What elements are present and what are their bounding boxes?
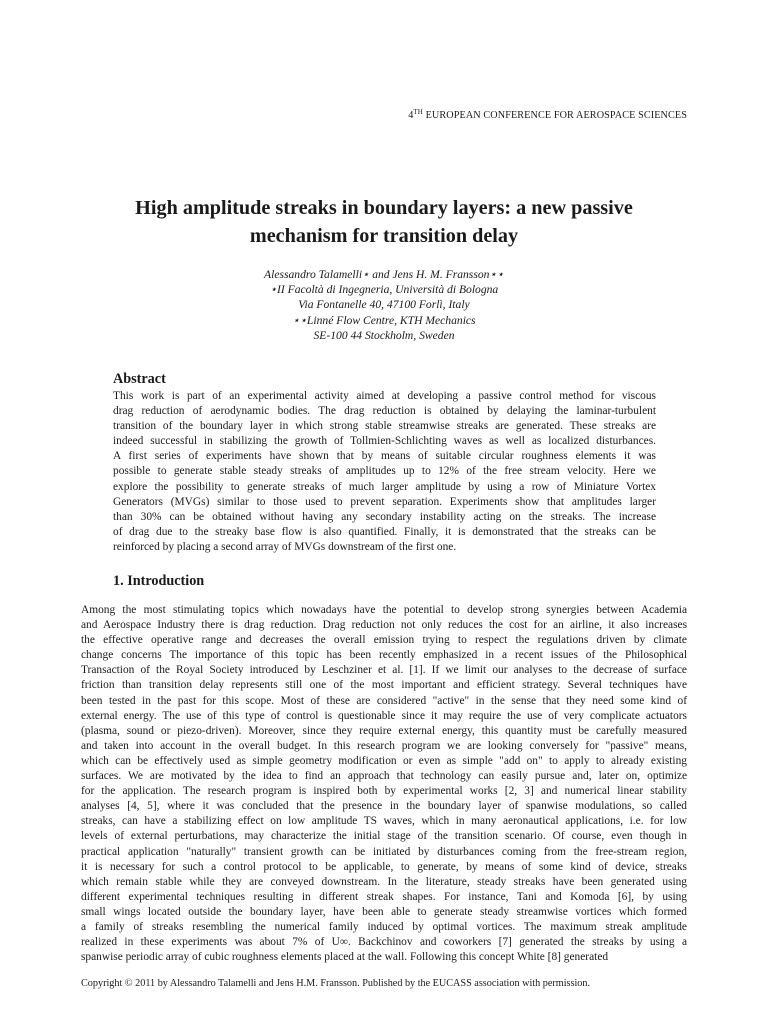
body-line: the effective operative range and decreases the overall emission trying to respect the regulations driven by climate: [81, 634, 687, 647]
abstract-line: possible to generate stable steady streaks of amplitudes up to 12% of the free stream velocity. Here we: [113, 465, 656, 478]
abstract-line: indeed successful in stabilizing the growth of Tollmien-Schlichting waves as well as localized disturbances.: [113, 435, 656, 448]
abstract-line: transition of the boundary layer in which strong stable streamwise streaks are generated. These streaks are: [113, 420, 656, 433]
introduction-body: [81, 603, 687, 965]
body-line: small wings located outside the boundary layer, have been able to generate steady streamwise vortices which formed: [81, 905, 687, 918]
running-header: [408, 108, 687, 121]
affiliation-line: Via Fontanelle 40, 47100 Forlì, Italy: [298, 298, 470, 312]
body-line: levels of external perturbations, may characterize the initial stage of the transition scenario. Of course, even though in: [81, 830, 687, 843]
body-line: Transaction of the Royal Society introduced by Leschziner et al. [1]. If we limit our analyses to the decrease of surface: [81, 664, 687, 677]
body-line: different experimental techniques resulting in different streak shapes. For instance, Tani and Komoda [6], by using: [81, 890, 687, 903]
author-names: Alessandro Talamelli⋆ and Jens H. M. Fransson⋆⋆: [264, 268, 504, 281]
section-heading-introduction: 1. Introduction: [113, 573, 205, 589]
body-line: realized in these experiments was about 7% of U∞. Backchinov and coworkers [7] generated the streaks by using a: [81, 936, 687, 949]
body-line: for the application. The research program is inspired both by experimental works [2, 3] and numerical linear stability: [81, 785, 687, 798]
body-line: Among the most stimulating topics which nowadays have the potential to develop strong synergies between Academia: [81, 604, 687, 616]
body-line: it is necessary for such a control protocol to be applicable, to generate, by means of some kind of device, streaks: [81, 860, 687, 873]
body-line: surfaces. We are motivated by the idea to find an approach that technology can easily pursue and, later on, optimize: [81, 770, 687, 783]
affiliation-line: ⋆⋆Linné Flow Centre, KTH Mechanics: [292, 313, 476, 327]
paper-title-line: High amplitude streaks in boundary layers: a new passive: [135, 197, 633, 219]
abstract-line: explore the possibility to generate streaks of much larger amplitude by using a row of Miniature Vortex: [113, 480, 656, 493]
abstract-line: reinforced by placing a second array of MVGs downstream of the first one.: [113, 540, 457, 553]
body-line: which remain stable while they are conveyed downstream. In the literature, steady streaks have been generated using: [81, 875, 687, 888]
abstract-line: Generators (MVGs) similar to those used to prevent separation. Experiments show that amplitudes larger: [113, 495, 656, 508]
body-line: analyses [4, 5], where it was concluded that the presence in the boundary layer of spanwise modulations, so called: [81, 800, 687, 813]
body-line: external energy. The use of this type of control is questionable since it may require the use of very complicate actuators: [81, 709, 687, 722]
abstract-heading: Abstract: [113, 371, 166, 387]
abstract-line: This work is part of an experimental activity aimed at developing a passive control method for viscous: [113, 390, 656, 402]
affiliation-line: SE-100 44 Stockholm, Sweden: [313, 328, 455, 342]
paper-title: [70, 194, 698, 250]
body-line: and Aerospace Industry there is drag reduction. Drag reduction not only reduces the cost for an airline, it also increases: [81, 619, 687, 632]
body-line: friction than transition delay represents still one of the most important and efficient strategy. Several techniques have: [81, 679, 687, 692]
body-line: practical application "naturally" transient growth can be initiated by disturbances coming from the free-stream region,: [81, 845, 687, 858]
abstract-line: A first series of experiments have shown that by means of suitable circular roughness elements it was: [113, 450, 656, 463]
body-line: and taken into account in the overall budget. In this research program we are looking conversely for "passive" means,: [81, 739, 687, 752]
conference-ordinal-suffix: TH: [413, 108, 423, 116]
body-line: a family of streaks resembling the numerical family induced by optimal vortices. The maximum streak amplitude: [81, 920, 687, 933]
affiliation-line: ⋆II Facoltà di Ingegneria, Università di Bologna: [269, 283, 499, 297]
body-line: which can be effectively used as simple geometry modification or even as simple "add on" to apply to already existing: [81, 754, 687, 767]
paper-title-line: mechanism for transition delay: [249, 225, 519, 247]
abstract-line: drag reduction of aerodynamic bodies. The drag reduction is obtained by delaying the laminar-turbulent: [113, 405, 656, 418]
author-block: [100, 267, 668, 343]
abstract-line: than 30% can be obtained without having any secondary instability acting on the streaks. The increase: [113, 510, 656, 523]
body-line: been tested in the past for this scope. Most of these are considered "active" in the sense that they need some kind of: [81, 694, 687, 707]
body-line: (plasma, sound or piezo-driven). Moreover, since they require external energy, this quantity must be carefully measured: [81, 724, 687, 737]
abstract-line: of drag due to the streaky base flow is also quantified. Finally, it is demonstrated that the streaks can be: [113, 525, 656, 538]
conference-name: EUROPEAN CONFERENCE FOR AEROSPACE SCIENCES: [422, 110, 687, 121]
body-line: spanwise periodic array of cubic roughness elements placed at the wall. Following this concept White [8] generated: [81, 951, 609, 964]
conference-number: 4: [408, 110, 414, 121]
copyright-footer: Copyright © 2011 by Alessandro Talamelli and Jens H.M. Fransson. Published by the EUCASS association with permission.: [81, 978, 591, 989]
abstract-body: [113, 389, 656, 555]
body-line: streaks, can have a stabilizing effect on low amplitude TS waves, which in many aeronautical applications, i.e. for low: [81, 815, 687, 828]
body-line: change concerns The importance of this topic has been recently emphasized in a recent issues of the Philosophical: [81, 649, 687, 662]
